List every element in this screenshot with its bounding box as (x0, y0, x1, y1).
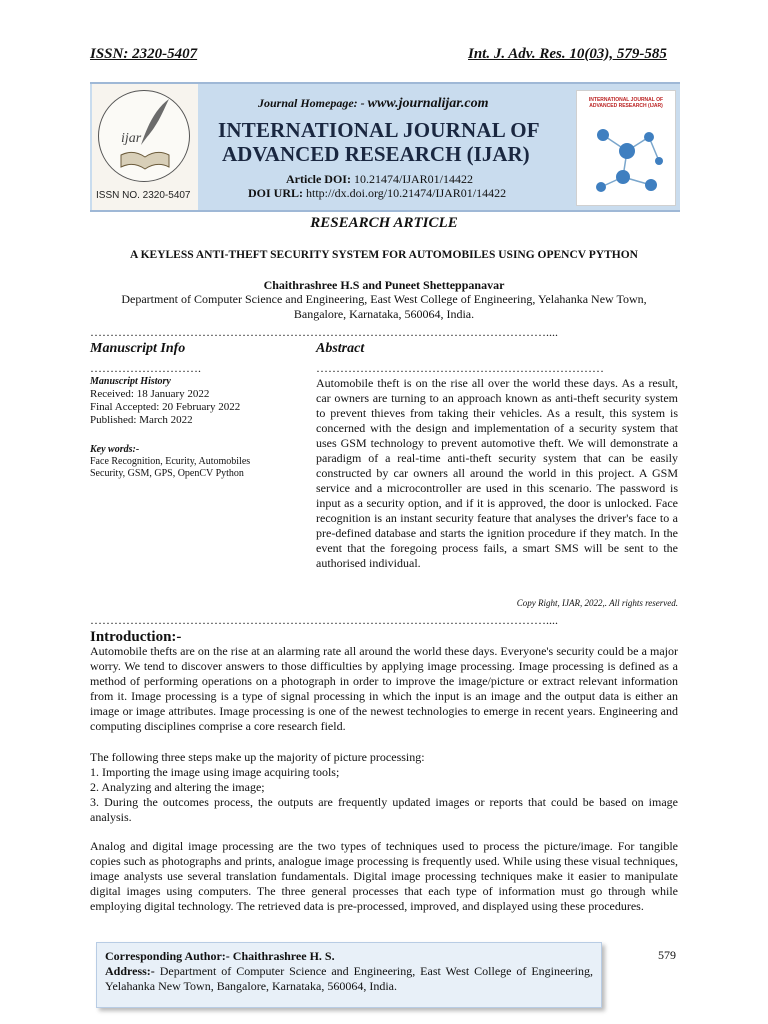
book-icon (119, 149, 171, 171)
article-doi (286, 172, 473, 187)
homepage-url[interactable]: www.journalijar.com (367, 96, 489, 111)
logo-text: ijar (121, 131, 142, 146)
separator-bottom: …………………………………………………………………………………………………….... (90, 613, 558, 627)
affiliation (100, 292, 668, 322)
abstract-dots: ……………………………………………………………… (316, 361, 604, 375)
keywords-line2: Security, GSM, GPS, OpenCV Python (90, 468, 244, 479)
accepted-date: Final Accepted: 20 February 2022 (90, 401, 241, 413)
intro-paragraph-1: Automobile thefts are on the rise at an alarming rate all around the world these days. Everyone's security could be a major worry. We tend to discover answers to those difficulties by applying image processing. Image processing is defined as a method of performing operations on a photograph in order to improve the image/picture or extract relevant information from it. Image processing is a type of signal processing in which the input is an image and the output data is either an image or image attributes. Image processing is one of the newest technologies to emerge in recent years. Engineering and computing disciplines comprise a core research field. (90, 644, 678, 733)
abstract-text: Automobile theft is on the rise all over the world these days. As a result, car owners are turning to an approach known as anti-theft security system to prevent thieves from taking their vehicles. As a result, this system is concerned with the design and implementation of a security system that uses GSM technology to prevent automotive theft. We will demonstrate a paradigm of a real-time anti-theft security system that can be easily constructed by car owners all around the world in this project. A GSM service and a microcontroller are used in this scenario. The password is input as a security option, and if it is approved, the door is unlocked. Face recognition is an instant security feature that analyses the driver's face to a pre-defined database and starts the ignition procedure if they match. In the event that the foregoing process fails, a smart SMS will be sent to the authorised individual. (316, 376, 678, 570)
journal-logo (92, 84, 198, 210)
journal-cover-image (576, 90, 676, 206)
published-date: Published: March 2022 (90, 414, 193, 426)
keywords-label: Key words:- (90, 444, 140, 455)
citation-header: Int. J. Adv. Res. 10(03), 579-585 (468, 46, 667, 62)
manuscript-dots: ………………………. (90, 361, 201, 375)
copyright: Copy Right, IJAR, 2022,. All rights reserved. (516, 598, 678, 608)
journal-title-line2: ADVANCED RESEARCH (IJAR) (222, 142, 530, 166)
abstract-heading: Abstract (316, 341, 365, 356)
article-type: RESEARCH ARTICLE (310, 215, 458, 231)
intro-paragraph-3: Analog and digital image processing are the two types of techniques used to process the picture/image. For tangible copies such as photographs and prints, analogue image processing is frequently used. While using these visual techniques, image analysts use several translation fundamentals. Digital image processing techniques make it easier to manipulate digital images using computers. The three general processes that each type of information must go through while employing digital technology. The retrieved data is pre-processed, improved, and displayed using these procedures. (90, 839, 678, 913)
affiliation-line2: Bangalore, Karnataka, 560064, India. (293, 307, 475, 321)
logo-issn: ISSN NO. 2320-5407 (96, 190, 191, 201)
history-label: Manuscript History (90, 376, 171, 387)
corresponding-address (105, 964, 593, 994)
doi-url-label: DOI URL: (248, 186, 304, 200)
page-number: 579 (658, 948, 676, 962)
received-date: Received: 18 January 2022 (90, 388, 210, 400)
cover-title: INTERNATIONAL JOURNAL OF ADVANCED RESEARCH (IJAR) (588, 97, 664, 109)
address-label: Address:- (105, 964, 155, 978)
issn-header: ISSN: 2320-5407 (90, 46, 198, 62)
article-doi-label: Article DOI: (286, 172, 351, 186)
steps-intro: The following three steps make up the majority of picture processing: (90, 750, 425, 764)
keywords (90, 444, 290, 480)
molecule-icon (583, 115, 669, 201)
corresponding-author-box (96, 942, 602, 1008)
manuscript-info-heading: Manuscript Info (90, 341, 186, 356)
doi-url (248, 186, 506, 201)
introduction-heading: Introduction:- (90, 629, 182, 645)
step-3: 3. During the outcomes process, the outputs are frequently updated images or reports that could be based on image analysis. (90, 795, 678, 824)
article-doi-value: 10.21474/IJAR01/14422 (353, 172, 473, 186)
logo-circle (98, 90, 190, 182)
journal-banner (90, 82, 680, 212)
separator-top: …………………………………………………………………………………………………….... (90, 325, 558, 339)
step-2: 2. Analyzing and altering the image; (90, 780, 265, 794)
keywords-line1: Face Recognition, Ecurity, Automobiles (90, 456, 251, 467)
homepage-label: Journal Homepage: - (258, 96, 368, 110)
article-title: A KEYLESS ANTI-THEFT SECURITY SYSTEM FOR AUTOMOBILES USING OPENCV PYTHON (130, 249, 638, 261)
doi-url-value[interactable]: http://dx.doi.org/10.21474/IJAR01/14422 (306, 186, 507, 200)
article-authors: Chaithrashree H.S and Puneet Shetteppanavar (263, 278, 505, 292)
affiliation-line1: Department of Computer Science and Engineering, East West College of Engineering, Yelahanka New Town, (121, 292, 647, 306)
journal-title-line1: INTERNATIONAL JOURNAL OF (218, 118, 540, 142)
journal-homepage (258, 96, 489, 112)
address-text: Department of Computer Science and Engineering, East West College of Engineering, Yelahanka New Town, Bangalore, Karnataka, 560064, India. (105, 964, 593, 993)
manuscript-history (90, 376, 290, 427)
step-1: 1. Importing the image using image acquiring tools; (90, 765, 340, 779)
corresponding-author: Corresponding Author:- Chaithrashree H. S. (105, 949, 335, 963)
